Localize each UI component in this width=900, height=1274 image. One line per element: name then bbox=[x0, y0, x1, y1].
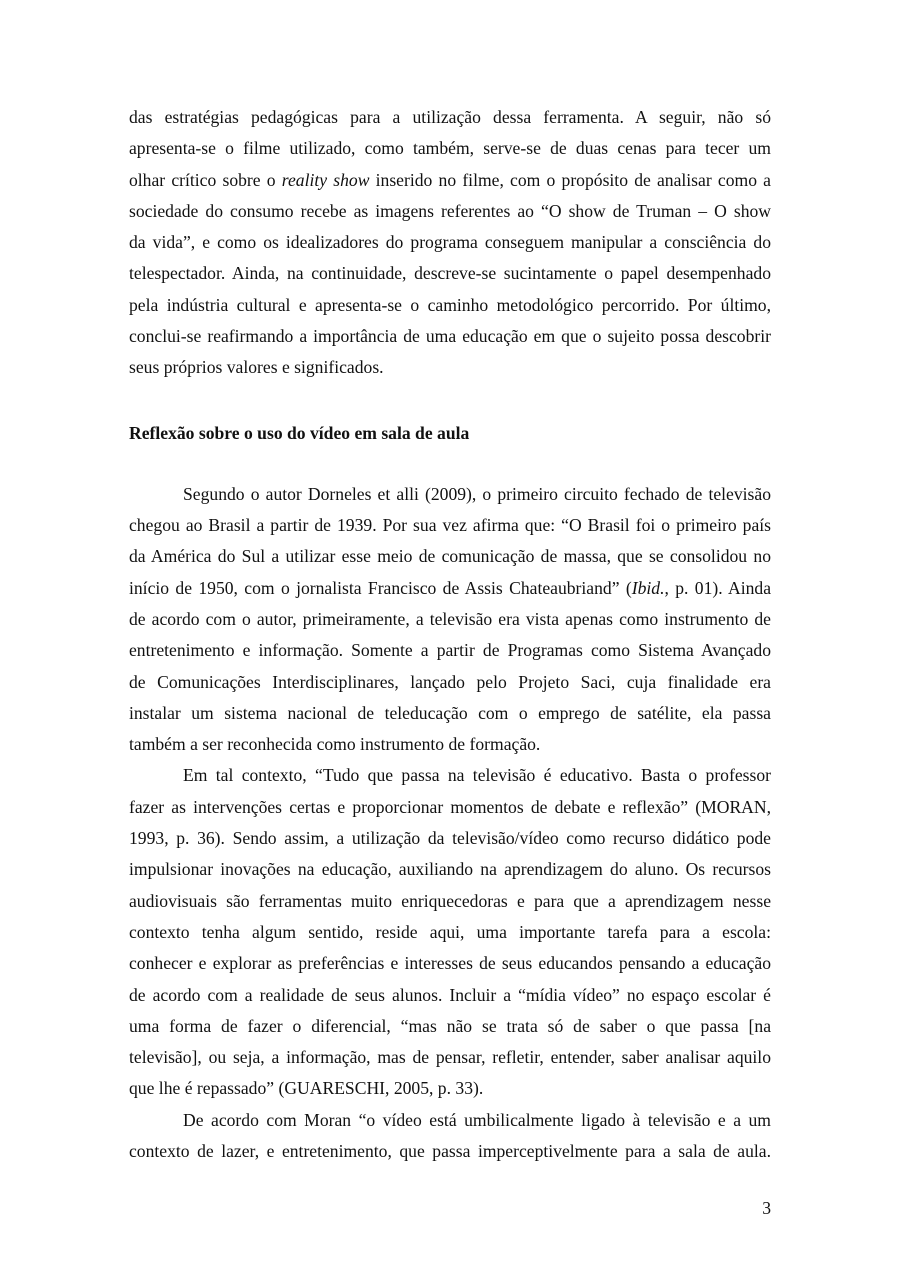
text-line: pela indústria cultural e apresenta-se o caminho metodológico percorrido. Por último, bbox=[129, 295, 771, 315]
section-heading: Reflexão sobre o uso do vídeo em sala de aula bbox=[129, 423, 470, 443]
text-line: também a ser reconhecida como instrumento de formação. bbox=[129, 734, 541, 754]
text-line: entretenimento e informação. Somente a partir de Programas como Sistema Avançado bbox=[129, 640, 771, 660]
text-line: da vida”, e como os idealizadores do programa conseguem manipular a consciência do bbox=[129, 232, 771, 252]
text-line: olhar crítico sobre o reality show inserido no filme, com o propósito de analisar como a bbox=[129, 170, 771, 190]
text-line: De acordo com Moran “o vídeo está umbilicalmente ligado à televisão e a um bbox=[183, 1110, 771, 1130]
text-line: sociedade do consumo recebe as imagens referentes ao “O show de Truman – O show bbox=[129, 201, 771, 221]
text-line: uma forma de fazer o diferencial, “mas não se trata só de saber o que passa [na bbox=[129, 1016, 771, 1036]
text-line: telespectador. Ainda, na continuidade, descreve-se sucintamente o papel desempenhado bbox=[129, 263, 771, 283]
text-line: da América do Sul a utilizar esse meio de comunicação de massa, que se consolidou no bbox=[129, 546, 771, 566]
text-line: de acordo com o autor, primeiramente, a televisão era vista apenas como instrumento de bbox=[129, 609, 771, 629]
text-line: apresenta-se o filme utilizado, como também, serve-se de duas cenas para tecer um bbox=[129, 138, 771, 158]
text-line: Em tal contexto, “Tudo que passa na televisão é educativo. Basta o professor bbox=[183, 765, 771, 785]
text-line: que lhe é repassado” (GUARESCHI, 2005, p. 33). bbox=[129, 1078, 484, 1098]
text-line: início de 1950, com o jornalista Francisco de Assis Chateaubriand” (Ibid., p. 01). Ainda bbox=[129, 578, 771, 598]
text-line: Segundo o autor Dorneles et alli (2009), o primeiro circuito fechado de televisão bbox=[183, 484, 771, 504]
text-line: fazer as intervenções certas e proporcionar momentos de debate e reflexão” (MORAN, bbox=[129, 797, 771, 817]
text-line: contexto de lazer, e entretenimento, que passa imperceptivelmente para a sala de aula. bbox=[129, 1141, 771, 1161]
page-number: 3 bbox=[762, 1198, 771, 1218]
italic-term: reality show bbox=[281, 170, 370, 190]
text-line: conhecer e explorar as preferências e interesses de seus educandos pensando a educação bbox=[129, 953, 771, 973]
text-line: televisão], ou seja, a informação, mas de pensar, refletir, entender, saber analisar aquilo bbox=[129, 1047, 771, 1067]
text-line: audiovisuais são ferramentas muito enriquecedoras e para que a aprendizagem nesse bbox=[129, 891, 771, 911]
text-line: de Comunicações Interdisciplinares, lançado pelo Projeto Saci, cuja finalidade era bbox=[129, 672, 771, 692]
text-line: chegou ao Brasil a partir de 1939. Por sua vez afirma que: “O Brasil foi o primeiro país bbox=[129, 515, 771, 535]
text-line: instalar um sistema nacional de teleducação com o emprego de satélite, ela passa bbox=[129, 703, 771, 723]
text-line: das estratégias pedagógicas para a utilização dessa ferramenta. A seguir, não só bbox=[129, 107, 771, 127]
text-line: 1993, p. 36). Sendo assim, a utilização da televisão/vídeo como recurso didático pode bbox=[129, 828, 771, 848]
text-line: impulsionar inovações na educação, auxiliando na aprendizagem do aluno. Os recursos bbox=[129, 859, 771, 879]
text-line: de acordo com a realidade de seus alunos. Incluir a “mídia vídeo” no espaço escolar é bbox=[129, 985, 771, 1005]
italic-term: Ibid. bbox=[631, 578, 665, 598]
text-line: conclui-se reafirmando a importância de uma educação em que o sujeito possa descobrir bbox=[129, 326, 771, 346]
text-line: seus próprios valores e significados. bbox=[129, 357, 384, 377]
text-line: contexto tenha algum sentido, reside aqui, uma importante tarefa para a escola: bbox=[129, 922, 771, 942]
